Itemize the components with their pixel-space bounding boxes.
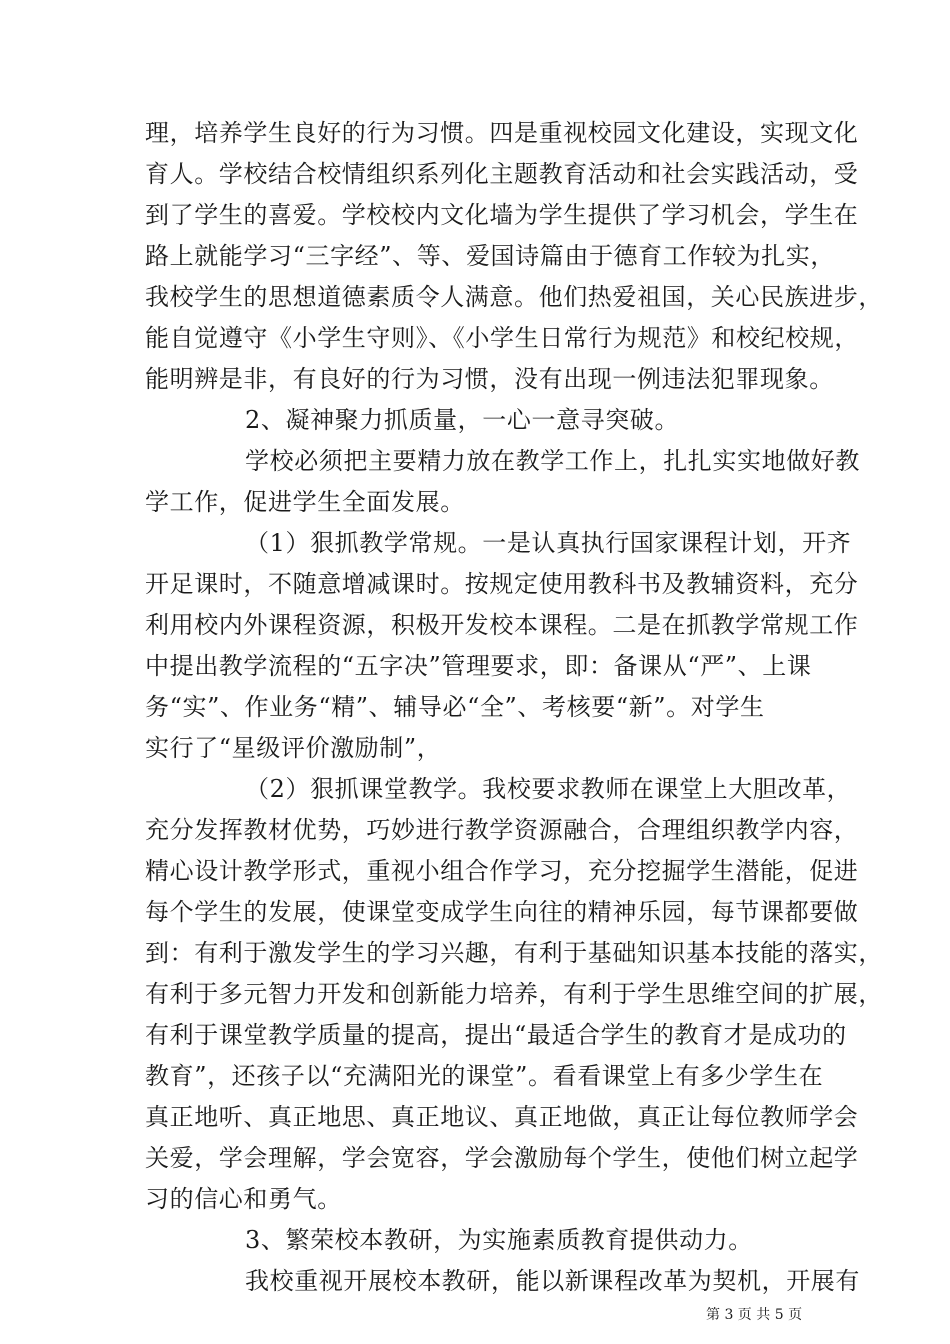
paragraph-line: 习的信心和勇气。 (145, 1185, 342, 1213)
paragraph-line: 能明辨是非，有良好的行为习惯，没有出现一例违法犯罪现象。 (145, 365, 834, 393)
page-number-footer: 第 3 页 共 5 页 (706, 1307, 803, 1323)
paragraph-line: 每个学生的发展，使课堂变成学生向往的精神乐园，每节课都要做 (145, 898, 859, 926)
paragraph-line: 路上就能学习“三字经”、等、爱国诗篇由于德育工作较为扎实， (145, 242, 835, 270)
paragraph-line: 学校必须把主要精力放在教学工作上，扎扎实实地做好教 (245, 447, 860, 475)
paragraph-line: 务“实”、作业务“精”、辅导必“全”、考核要“新”。对学生 (145, 693, 765, 721)
paragraph-line: 利用校内外课程资源，积极开发校本课程。二是在抓教学常规工作 (145, 611, 859, 639)
paragraph-line: 到了学生的喜爱。学校校内文化墙为学生提供了学习机会，学生在 (145, 201, 859, 229)
paragraph-line: 真正地听、真正地思、真正地议、真正地做，真正让每位教师学会 (145, 1103, 859, 1131)
paragraph-line: 能自觉遵守《小学生守则》、《小学生日常行为规范》和校纪校规， (145, 324, 859, 352)
paragraph-line: 我校学生的思想道德素质令人满意。他们热爱祖国，关心民族进步， (145, 283, 883, 311)
section-heading: 3、繁荣校本教研，为实施素质教育提供动力。 (245, 1226, 753, 1254)
paragraph-line: 学工作，促进学生全面发展。 (145, 488, 465, 516)
section-heading: 2、凝神聚力抓质量，一心一意寻突破。 (245, 406, 680, 434)
paragraph-line: 精心设计教学形式，重视小组合作学习，充分挖掘学生潜能，促进 (145, 857, 859, 885)
paragraph-line: 有利于课堂教学质量的提高，提出“最适合学生的教育才是成功的 (145, 1021, 847, 1049)
paragraph-line: 有利于多元智力开发和创新能力培养，有利于学生思维空间的扩展， (145, 980, 883, 1008)
paragraph-line: 理，培养学生良好的行为习惯。四是重视校园文化建设，实现文化 (145, 119, 859, 147)
paragraph-line: 充分发挥教材优势，巧妙进行教学资源融合，合理组织教学内容， (145, 816, 859, 844)
paragraph-line: （1）狠抓教学常规。一是认真执行国家课程计划，开齐 (245, 529, 852, 557)
paragraph-line: 育人。学校结合校情组织系列化主题教育活动和社会实践活动，受 (145, 160, 859, 188)
paragraph-line: 实行了“星级评价激励制”， (145, 734, 442, 762)
paragraph-line: 我校重视开展校本教研，能以新课程改革为契机，开展有 (245, 1267, 860, 1295)
paragraph-line: 开足课时，不随意增减课时。按规定使用教科书及教辅资料，充分 (145, 570, 859, 598)
paragraph-line: 关爱，学会理解，学会宽容，学会激励每个学生，使他们树立起学 (145, 1144, 859, 1172)
paragraph-line: 到：有利于激发学生的学习兴趣，有利于基础知识基本技能的落实， (145, 939, 883, 967)
paragraph-line: 中提出教学流程的“五字决”管理要求，即：备课从“严”、上课 (145, 652, 812, 680)
paragraph-line: （2）狠抓课堂教学。我校要求教师在课堂上大胆改革， (245, 775, 852, 803)
paragraph-line: 教育”，还孩子以“充满阳光的课堂”。看看课堂上有多少学生在 (145, 1062, 824, 1090)
